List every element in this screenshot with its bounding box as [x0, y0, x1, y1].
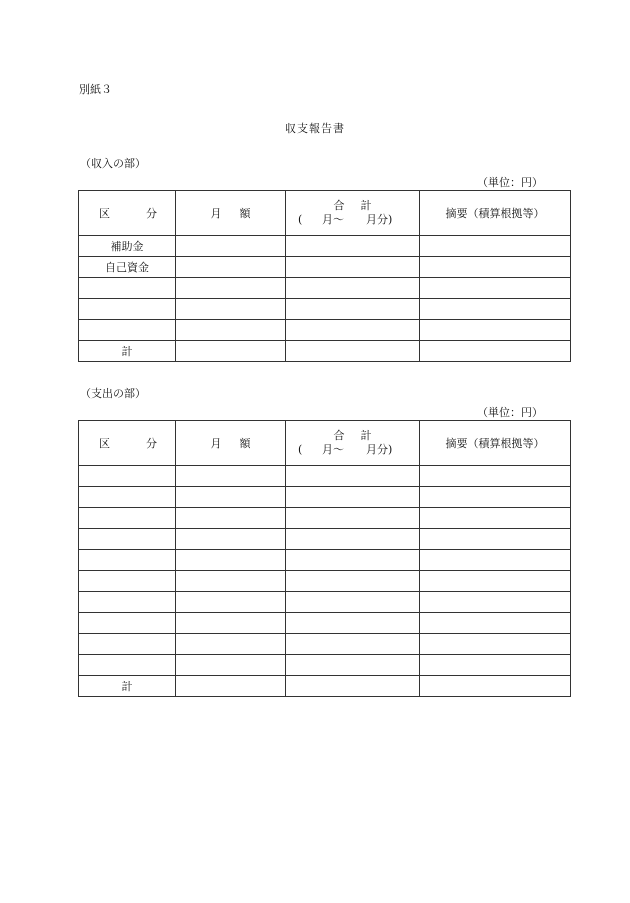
expense-section-heading: （支出の部） [80, 387, 146, 400]
table-row [79, 592, 571, 613]
header-monthly-char-2: 額 [239, 207, 251, 220]
row-category-cell [79, 550, 176, 571]
row-total-cell [286, 466, 420, 487]
table-row [79, 278, 571, 299]
row-summary-cell [420, 236, 571, 257]
row-category-cell [79, 613, 176, 634]
header-total-char-2: 計 [360, 429, 372, 442]
row-category-cell [79, 529, 176, 550]
table-row [79, 341, 571, 362]
row-total-cell [286, 676, 420, 697]
header-total [286, 421, 420, 466]
row-summary-cell [420, 634, 571, 655]
row-monthly-amount-cell [176, 655, 286, 676]
row-category-cell: 補助金 [79, 236, 176, 257]
row-category-cell [79, 571, 176, 592]
income-unit-label: （単位：円） [477, 176, 543, 189]
row-category-cell [79, 466, 176, 487]
document-title: 収支報告書 [285, 122, 345, 135]
expense-unit-label: （単位：円） [477, 406, 543, 419]
row-category-cell: 計 [79, 676, 176, 697]
row-total-cell [286, 613, 420, 634]
header-total-char-1: 合 [333, 199, 345, 212]
row-summary-cell [420, 676, 571, 697]
row-monthly-amount-cell [176, 550, 286, 571]
row-total-cell [286, 341, 420, 362]
row-category-cell [79, 655, 176, 676]
table-row [79, 634, 571, 655]
row-category-cell [79, 634, 176, 655]
row-monthly-amount-cell [176, 487, 286, 508]
period-to-month: 月分) [366, 443, 393, 456]
header-total-period [286, 213, 419, 227]
header-kubun [79, 191, 176, 236]
header-monthly-char-2: 額 [239, 437, 251, 450]
row-summary-cell [420, 487, 571, 508]
table-row [79, 257, 571, 278]
table-row [79, 320, 571, 341]
row-monthly-amount-cell [176, 278, 286, 299]
table-row [79, 529, 571, 550]
row-monthly-amount-cell [176, 320, 286, 341]
table-row [79, 508, 571, 529]
row-summary-cell [420, 508, 571, 529]
row-summary-cell [420, 529, 571, 550]
row-summary-cell [420, 592, 571, 613]
table-row [79, 655, 571, 676]
row-summary-cell [420, 655, 571, 676]
row-monthly-amount-cell [176, 341, 286, 362]
table-row [79, 236, 571, 257]
row-monthly-amount-cell [176, 676, 286, 697]
header-monthly-amount [176, 191, 286, 236]
header-kubun [79, 421, 176, 466]
row-summary-cell [420, 257, 571, 278]
period-open-paren: ( [298, 443, 303, 456]
header-monthly-char-1: 月 [210, 207, 222, 220]
row-summary-cell [420, 320, 571, 341]
income-table [78, 190, 571, 362]
row-monthly-amount-cell [176, 571, 286, 592]
header-monthly-char-1: 月 [210, 437, 222, 450]
income-section-heading: （収入の部） [80, 157, 146, 170]
row-summary-cell [420, 278, 571, 299]
header-kubun-char-1: 区 [99, 437, 110, 450]
table-row [79, 466, 571, 487]
row-total-cell [286, 236, 420, 257]
row-monthly-amount-cell [176, 634, 286, 655]
row-summary-cell [420, 466, 571, 487]
table-row [79, 676, 571, 697]
attachment-label: 別紙３ [79, 83, 112, 96]
header-monthly-amount [176, 421, 286, 466]
expense-table [78, 420, 571, 697]
row-total-cell [286, 550, 420, 571]
row-monthly-amount-cell [176, 529, 286, 550]
row-monthly-amount-cell [176, 236, 286, 257]
row-total-cell [286, 592, 420, 613]
row-category-cell [79, 508, 176, 529]
row-monthly-amount-cell [176, 299, 286, 320]
row-monthly-amount-cell [176, 592, 286, 613]
row-monthly-amount-cell [176, 257, 286, 278]
header-kubun-char-2: 分 [146, 437, 157, 450]
header-total [286, 191, 420, 236]
table-row [79, 487, 571, 508]
row-total-cell [286, 278, 420, 299]
period-from-month: 月〜 [322, 443, 344, 456]
header-summary: 摘要（積算根拠等） [420, 191, 571, 236]
row-category-cell [79, 487, 176, 508]
row-total-cell [286, 487, 420, 508]
row-summary-cell [420, 571, 571, 592]
header-total-char-2: 計 [360, 199, 372, 212]
header-summary: 摘要（積算根拠等） [420, 421, 571, 466]
table-row [79, 571, 571, 592]
row-category-cell: 自己資金 [79, 257, 176, 278]
row-category-cell [79, 278, 176, 299]
table-row [79, 613, 571, 634]
period-from-month: 月〜 [322, 213, 344, 226]
row-summary-cell [420, 299, 571, 320]
row-category-cell [79, 299, 176, 320]
header-total-period [286, 443, 419, 457]
row-category-cell: 計 [79, 341, 176, 362]
row-summary-cell [420, 613, 571, 634]
header-kubun-char-1: 区 [99, 207, 110, 220]
row-category-cell [79, 592, 176, 613]
row-monthly-amount-cell [176, 466, 286, 487]
row-total-cell [286, 571, 420, 592]
header-total-char-1: 合 [333, 429, 345, 442]
table-row [79, 299, 571, 320]
row-summary-cell [420, 341, 571, 362]
row-total-cell [286, 299, 420, 320]
row-summary-cell [420, 550, 571, 571]
income-header-row [79, 191, 571, 236]
row-total-cell [286, 529, 420, 550]
expense-header-row [79, 421, 571, 466]
row-category-cell [79, 320, 176, 341]
row-total-cell [286, 655, 420, 676]
row-total-cell [286, 508, 420, 529]
row-monthly-amount-cell [176, 613, 286, 634]
row-total-cell [286, 320, 420, 341]
table-row [79, 550, 571, 571]
row-total-cell [286, 257, 420, 278]
period-open-paren: ( [298, 213, 303, 226]
header-kubun-char-2: 分 [146, 207, 157, 220]
row-total-cell [286, 634, 420, 655]
period-to-month: 月分) [366, 213, 393, 226]
row-monthly-amount-cell [176, 508, 286, 529]
